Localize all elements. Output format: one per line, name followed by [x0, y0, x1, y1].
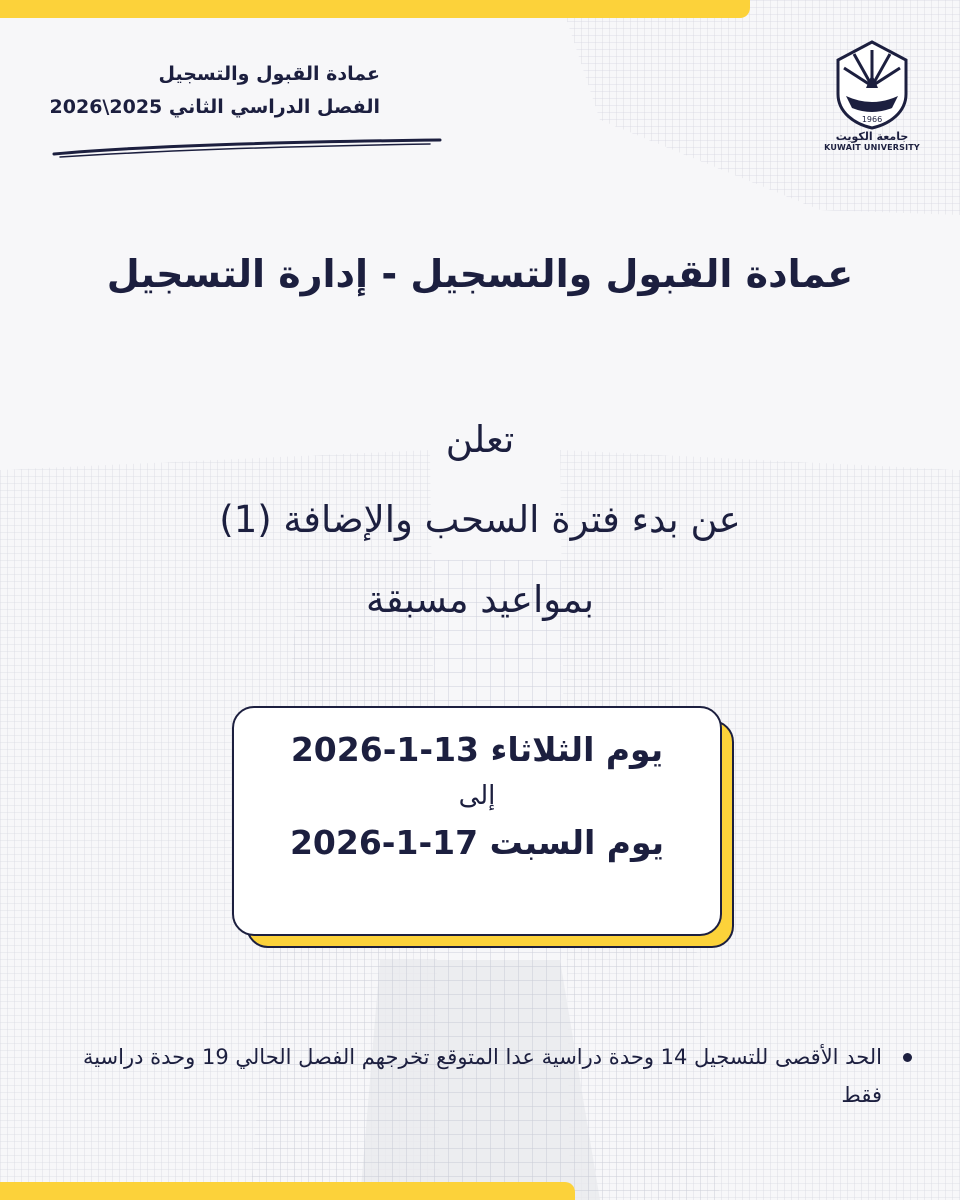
bottom-accent-bar — [0, 1182, 575, 1200]
header-dean-name: عمادة القبول والتسجيل — [158, 63, 380, 85]
main-title: عمادة القبول والتسجيل - إدارة التسجيل — [106, 252, 854, 296]
logo-name-english: KUWAIT UNIVERSITY — [824, 143, 920, 152]
announcement-line-1: تعلن — [445, 418, 515, 461]
date-separator: إلى — [458, 781, 496, 811]
university-logo — [822, 38, 922, 158]
announcement-line-2: عن بدء فترة السحب والإضافة (1) — [219, 498, 741, 541]
date-range-box — [232, 706, 722, 936]
bullet-icon — [903, 1053, 912, 1062]
logo-year: 1966 — [861, 115, 883, 124]
note-text: الحد الأقصى للتسجيل 14 وحدة دراسية عدا المتوقع تخرجهم الفصل الحالي 19 وحدة دراسية فقط — [82, 1045, 882, 1107]
registration-limit-note — [62, 1038, 882, 1114]
header-block — [40, 58, 380, 124]
kuwait-university-emblem-icon — [832, 38, 912, 130]
header-semester: الفصل الدراسي الثاني 2025\2026 — [49, 96, 380, 118]
announcement-line-3: بمواعيد مسبقة — [365, 578, 595, 621]
date-end: يوم السبت 17-1-2026 — [289, 823, 665, 862]
header-brush-underline — [50, 136, 445, 160]
date-start: يوم الثلاثاء 13-1-2026 — [290, 730, 664, 769]
top-accent-bar — [0, 0, 750, 18]
logo-name-arabic: جامعة الكويت — [835, 130, 909, 143]
